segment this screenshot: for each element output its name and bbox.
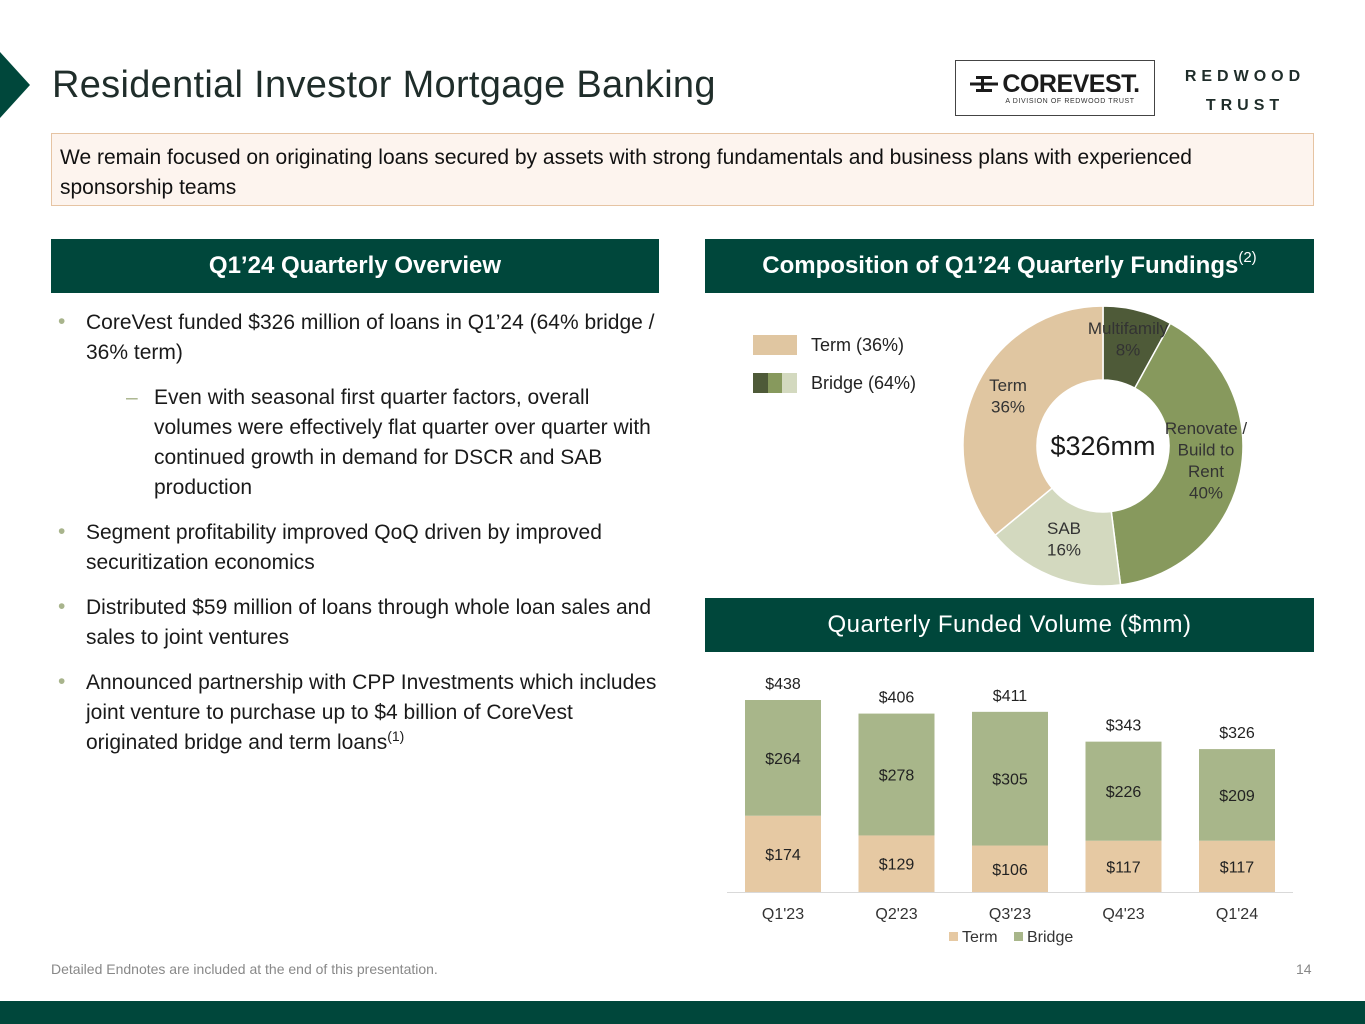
dash-icon: – bbox=[126, 386, 138, 409]
bullet-icon: • bbox=[58, 310, 66, 333]
overview-heading: Q1’24 Quarterly Overview bbox=[51, 239, 659, 293]
bar-bridge-value: $209 bbox=[1219, 787, 1255, 805]
bar-total-label: $343 bbox=[1105, 717, 1142, 735]
bridge-swatch bbox=[753, 373, 797, 393]
bar-term-value: $174 bbox=[765, 846, 801, 864]
x-tick-label: Q2'23 bbox=[875, 906, 918, 923]
redwood-trust-logo bbox=[1172, 62, 1318, 120]
donut-slice-label: Multifamily 8% bbox=[1087, 319, 1169, 360]
composition-heading-text: Composition of Q1’24 Quarterly Fundings bbox=[762, 252, 1239, 279]
sub-bullet-item bbox=[58, 383, 663, 503]
bullet-icon: • bbox=[58, 595, 66, 618]
legend-label-bridge: Bridge bbox=[1027, 929, 1074, 946]
funded-volume-bar-chart bbox=[705, 660, 1314, 960]
overview-bullets bbox=[58, 308, 663, 774]
footer-bar bbox=[0, 1001, 1365, 1024]
composition-donut-chart bbox=[940, 300, 1270, 598]
legend-bridge bbox=[753, 364, 916, 402]
donut-slice-term bbox=[963, 306, 1103, 535]
bar-bridge-value: $226 bbox=[1105, 784, 1142, 802]
callout-box: We remain focused on originating loans secured by assets with strong fundamentals and business plans with experienced sponsorship teams bbox=[51, 133, 1314, 206]
x-tick-label: Q1'23 bbox=[761, 906, 805, 923]
legend-swatch-term bbox=[949, 932, 958, 941]
bullet-text: Segment profitability improved QoQ driven by improved securitization economics bbox=[86, 521, 602, 574]
bar-bridge-value: $264 bbox=[765, 750, 801, 768]
bar-bridge-value: $278 bbox=[878, 767, 915, 785]
legend-swatch-bridge bbox=[1014, 932, 1023, 941]
bullet-icon: • bbox=[58, 670, 66, 693]
bullet-text: Announced partnership with CPP Investments which includes joint venture to purchase up to $4 billion of CoreVest originated bridge and term loans bbox=[86, 671, 657, 754]
composition-heading bbox=[705, 239, 1314, 293]
bullet-text: CoreVest funded $326 million of loans in Q1’24 (64% bridge / 36% term) bbox=[86, 311, 655, 364]
bullet-text: Distributed $59 million of loans through whole loan sales and sales to joint ventures bbox=[86, 596, 652, 649]
x-tick-label: Q1'24 bbox=[1215, 906, 1259, 923]
term-swatch bbox=[753, 335, 797, 355]
donut-slice-label: Renovate / Build to Rent 40% bbox=[1164, 419, 1248, 503]
page-title: Residential Investor Mortgage Banking bbox=[52, 64, 716, 106]
corner-tab-icon bbox=[0, 52, 30, 118]
bullet-icon: • bbox=[58, 520, 66, 543]
donut-slice-label: SAB 16% bbox=[1046, 519, 1082, 560]
endnote-marker: (1) bbox=[387, 728, 405, 744]
redwood-logo-line2: TRUST bbox=[1205, 97, 1285, 114]
legend-label-term: Term bbox=[962, 929, 998, 946]
legend-term bbox=[753, 326, 916, 364]
corevest-logo-subtitle: A DIVISION OF REDWOOD TRUST bbox=[1005, 98, 1135, 105]
endnotes-note: Detailed Endnotes are included at the end of this presentation. bbox=[51, 961, 438, 977]
legend-bridge-label: Bridge (64%) bbox=[811, 372, 917, 393]
bar-term-value: $117 bbox=[1106, 859, 1141, 877]
sub-bullet-text: Even with seasonal first quarter factors, overall volumes were effectively flat quarter over quarter with continued growth in demand for DSCR and SAB production bbox=[154, 386, 651, 499]
bar-bridge-value: $305 bbox=[992, 771, 1028, 789]
bar-term-value: $106 bbox=[992, 861, 1028, 879]
corevest-mark-icon bbox=[970, 74, 998, 94]
donut-slice-label: Term 36% bbox=[989, 376, 1027, 417]
bullet-item bbox=[58, 593, 663, 653]
bar-term-value: $117 bbox=[1219, 859, 1255, 877]
page-number: 14 bbox=[1296, 961, 1312, 977]
bar-total-label: $411 bbox=[992, 687, 1028, 705]
redwood-logo-line1: REDWOOD bbox=[1184, 68, 1306, 85]
bar-total-label: $326 bbox=[1219, 725, 1255, 743]
bullet-item bbox=[58, 518, 663, 578]
bar-term-value: $129 bbox=[878, 856, 915, 874]
legend-term-label: Term (36%) bbox=[811, 334, 905, 355]
corevest-logo-name: COREVEST. bbox=[1002, 70, 1140, 98]
corevest-logo bbox=[955, 60, 1155, 116]
donut-center-label: $326mm bbox=[1050, 431, 1156, 461]
x-tick-label: Q3'23 bbox=[988, 906, 1032, 923]
volume-heading: Quarterly Funded Volume ($mm) bbox=[705, 598, 1314, 652]
bullet-item bbox=[58, 668, 663, 759]
composition-legend bbox=[753, 326, 916, 402]
bar-total-label: $438 bbox=[765, 676, 801, 693]
bar-total-label: $406 bbox=[878, 689, 915, 707]
x-tick-label: Q4'23 bbox=[1102, 906, 1145, 923]
composition-endnote-marker: (2) bbox=[1238, 248, 1257, 266]
bullet-item bbox=[58, 308, 663, 368]
